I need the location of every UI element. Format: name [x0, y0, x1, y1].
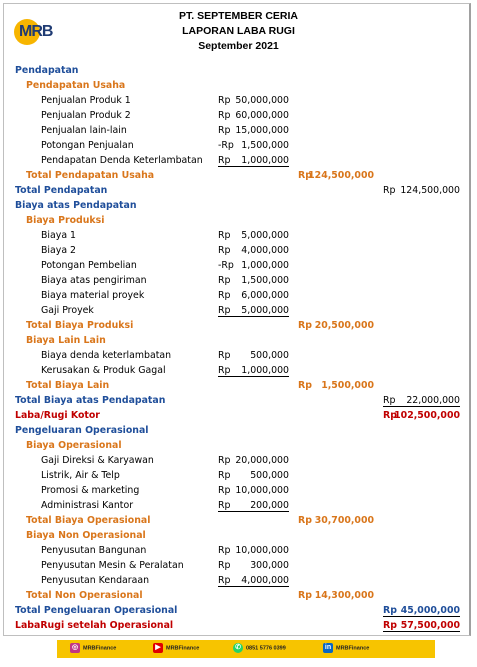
- row-label: Laba/Rugi Kotor: [15, 410, 100, 421]
- row-label: Biaya atas Pendapatan: [15, 200, 137, 211]
- currency-label: Rp: [218, 485, 231, 496]
- amount-value: 4,000,000: [241, 245, 289, 256]
- currency-label: Rp: [298, 515, 312, 526]
- amount-value: 57,500,000: [400, 620, 460, 631]
- amount-cell: [218, 483, 289, 496]
- amount-value: 1,000,000: [241, 260, 289, 271]
- table-row: [0, 558, 477, 573]
- amount-cell: [298, 513, 374, 526]
- amount-value: 500,000: [250, 470, 289, 481]
- amount-cell: [218, 558, 289, 571]
- footer-instagram-label: MRBFinance: [83, 645, 117, 652]
- currency-label: Rp: [218, 545, 231, 556]
- currency-label: Rp: [383, 185, 396, 196]
- currency-label: Rp: [218, 290, 231, 301]
- table-row: [0, 213, 477, 228]
- amount-cell: [218, 363, 289, 377]
- footer-youtube-label: MRBFinance: [166, 645, 200, 652]
- table-row: [0, 498, 477, 513]
- row-label: Promosi & marketing: [41, 485, 140, 496]
- row-label: Biaya 1: [41, 230, 77, 241]
- row-label: Total Non Operasional: [26, 590, 143, 601]
- table-row: [0, 588, 477, 603]
- table-row: [0, 543, 477, 558]
- table-row: [0, 618, 477, 633]
- row-label: Pendapatan Usaha: [26, 80, 126, 91]
- row-label: Biaya Non Operasional: [26, 530, 146, 541]
- row-label: Administrasi Kantor: [41, 500, 134, 511]
- amount-cell: [218, 123, 289, 136]
- currency-label: Rp: [218, 95, 231, 106]
- amount-value: 10,000,000: [235, 485, 289, 496]
- row-label: Total Biaya Operasional: [26, 515, 151, 526]
- amount-value: 60,000,000: [235, 110, 289, 121]
- row-label: Kerusakan & Produk Gagal: [41, 365, 166, 376]
- table-row: [0, 198, 477, 213]
- amount-value: 4,000,000: [241, 575, 289, 586]
- row-label: Total Biaya Lain: [26, 380, 110, 391]
- table-row: [0, 408, 477, 423]
- currency-label: Rp: [383, 620, 397, 631]
- currency-label: Rp: [218, 155, 231, 166]
- amount-cell: [383, 408, 460, 421]
- row-label: Total Pengeluaran Operasional: [15, 605, 178, 616]
- amount-cell: [218, 303, 289, 317]
- amount-cell: [383, 603, 460, 617]
- amount-cell: [218, 288, 289, 301]
- amount-cell: [218, 273, 289, 286]
- footer-gap: [0, 640, 57, 658]
- amount-value: 500,000: [250, 350, 289, 361]
- amount-cell: [218, 108, 289, 121]
- currency-label: Rp: [218, 110, 231, 121]
- amount-value: 50,000,000: [235, 95, 289, 106]
- amount-value: 14,300,000: [314, 590, 374, 601]
- currency-label: Rp: [383, 410, 397, 421]
- youtube-icon: ▶: [153, 643, 163, 653]
- logo-text: MRB: [19, 23, 53, 40]
- amount-cell: [298, 318, 374, 331]
- currency-label: Rp: [218, 560, 231, 571]
- amount-cell: [218, 258, 289, 271]
- footer-linkedin[interactable]: [323, 643, 369, 655]
- table-row: [0, 63, 477, 78]
- row-label: Total Pendapatan: [15, 185, 108, 196]
- amount-cell: [218, 138, 289, 151]
- amount-value: 15,000,000: [235, 125, 289, 136]
- table-row: [0, 123, 477, 138]
- row-label: Penjualan lain-lain: [41, 125, 127, 136]
- table-row: [0, 78, 477, 93]
- table-row: [0, 438, 477, 453]
- table-row: [0, 258, 477, 273]
- row-label: Penjualan Produk 2: [41, 110, 131, 121]
- amount-value: 20,000,000: [235, 455, 289, 466]
- amount-value: 6,000,000: [241, 290, 289, 301]
- amount-value: 1,500,000: [241, 275, 289, 286]
- instagram-icon: ◎: [71, 644, 79, 651]
- currency-label: Rp: [218, 470, 231, 481]
- row-label: LabaRugi setelah Operasional: [15, 620, 174, 631]
- row-label: Total Pendapatan Usaha: [26, 170, 155, 181]
- table-row: [0, 183, 477, 198]
- amount-value: 22,000,000: [406, 395, 460, 406]
- amount-value: 300,000: [250, 560, 289, 571]
- row-label: Potongan Pembelian: [41, 260, 137, 271]
- amount-value: 124,500,000: [308, 170, 374, 181]
- row-label: Biaya 2: [41, 245, 77, 256]
- row-label: Penyusutan Bangunan: [41, 545, 147, 556]
- table-row: [0, 363, 477, 378]
- row-label: Pengeluaran Operasional: [15, 425, 149, 436]
- row-label: Listrik, Air & Telp: [41, 470, 120, 481]
- table-row: [0, 378, 477, 393]
- currency-label: Rp: [218, 365, 231, 376]
- amount-cell: [298, 588, 374, 601]
- table-row: [0, 513, 477, 528]
- amount-cell: [218, 153, 289, 167]
- currency-label: Rp: [218, 125, 231, 136]
- currency-label: Rp: [383, 395, 396, 406]
- amount-cell: [218, 93, 289, 106]
- amount-value: 10,000,000: [235, 545, 289, 556]
- currency-label: Rp: [218, 230, 231, 241]
- currency-label: Rp: [218, 350, 231, 361]
- currency-label: Rp: [298, 590, 312, 601]
- footer-youtube[interactable]: [153, 643, 199, 655]
- row-label: Potongan Penjualan: [41, 140, 134, 151]
- currency-label: -Rp: [218, 140, 234, 151]
- table-row: [0, 108, 477, 123]
- amount-value: 1,000,000: [241, 365, 289, 376]
- amount-value: 124,500,000: [400, 185, 460, 196]
- amount-value: 30,700,000: [314, 515, 374, 526]
- row-label: Pendapatan: [15, 65, 79, 76]
- row-label: Penyusutan Kendaraan: [41, 575, 150, 586]
- row-label: Biaya atas pengiriman: [41, 275, 147, 286]
- currency-label: Rp: [218, 275, 231, 286]
- table-row: [0, 453, 477, 468]
- table-row: [0, 603, 477, 618]
- row-label: Biaya Lain Lain: [26, 335, 106, 346]
- table-row: [0, 318, 477, 333]
- table-row: [0, 138, 477, 153]
- row-label: Biaya denda keterlambatan: [41, 350, 172, 361]
- amount-cell: [218, 243, 289, 256]
- amount-cell: [383, 618, 460, 632]
- table-row: [0, 333, 477, 348]
- table-row: [0, 393, 477, 408]
- amount-value: 5,000,000: [241, 305, 289, 316]
- amount-cell: [383, 393, 460, 407]
- linkedin-icon: in: [324, 644, 332, 651]
- amount-cell: [298, 168, 374, 181]
- table-row: [0, 483, 477, 498]
- currency-label: Rp: [218, 575, 231, 586]
- amount-value: 1,500,000: [321, 380, 374, 391]
- amount-value: 1,500,000: [241, 140, 289, 151]
- whatsapp-icon: ✆: [233, 643, 243, 653]
- table-row: [0, 468, 477, 483]
- row-label: Penyusutan Mesin & Peralatan: [41, 560, 184, 571]
- row-label: Penjualan Produk 1: [41, 95, 131, 106]
- currency-label: Rp: [298, 170, 312, 181]
- row-label: Gaji Proyek: [41, 305, 94, 316]
- currency-label: Rp: [383, 605, 397, 616]
- table-row: [0, 288, 477, 303]
- amount-cell: [218, 573, 289, 587]
- amount-value: 45,000,000: [400, 605, 460, 616]
- currency-label: Rp: [298, 380, 312, 391]
- social-footer: [57, 640, 435, 658]
- row-label: Biaya material proyek: [41, 290, 145, 301]
- row-label: Biaya Produksi: [26, 215, 105, 226]
- table-row: [0, 273, 477, 288]
- row-label: Biaya Operasional: [26, 440, 122, 451]
- amount-cell: [218, 543, 289, 556]
- company-name: PT. SEPTEMBER CERIA: [178, 10, 299, 22]
- currency-label: Rp: [218, 500, 231, 511]
- footer-whatsapp-label: 0851 5776 0399: [246, 645, 286, 652]
- amount-cell: [218, 498, 289, 512]
- table-row: [0, 153, 477, 168]
- currency-label: Rp: [218, 455, 231, 466]
- amount-cell: [298, 378, 374, 391]
- amount-cell: [218, 228, 289, 241]
- table-row: [0, 243, 477, 258]
- row-label: Gaji Direksi & Karyawan: [41, 455, 154, 466]
- footer-instagram[interactable]: [70, 643, 116, 655]
- amount-value: 1,000,000: [241, 155, 289, 166]
- table-row: [0, 303, 477, 318]
- table-row: [0, 228, 477, 243]
- table-row: [0, 168, 477, 183]
- table-row: [0, 573, 477, 588]
- footer-linkedin-label: MRBFinance: [336, 645, 370, 652]
- report-period: September 2021: [198, 40, 279, 52]
- footer-whatsapp[interactable]: [233, 643, 286, 655]
- currency-label: Rp: [298, 320, 312, 331]
- amount-value: 20,500,000: [314, 320, 374, 331]
- currency-label: Rp: [218, 245, 231, 256]
- table-row: [0, 348, 477, 363]
- amount-cell: [218, 348, 289, 361]
- row-label: Pendapatan Denda Keterlambatan: [41, 155, 203, 166]
- report-title: LAPORAN LABA RUGI: [182, 25, 295, 37]
- amount-cell: [218, 453, 289, 466]
- amount-cell: [218, 468, 289, 481]
- table-row: [0, 528, 477, 543]
- amount-value: 5,000,000: [241, 230, 289, 241]
- amount-value: 102,500,000: [394, 410, 460, 421]
- currency-label: Rp: [218, 305, 231, 316]
- amount-value: 200,000: [250, 500, 289, 511]
- row-label: Total Biaya Produksi: [26, 320, 134, 331]
- amount-cell: [383, 183, 460, 196]
- table-row: [0, 423, 477, 438]
- table-row: [0, 93, 477, 108]
- currency-label: -Rp: [218, 260, 234, 271]
- row-label: Total Biaya atas Pendapatan: [15, 395, 166, 406]
